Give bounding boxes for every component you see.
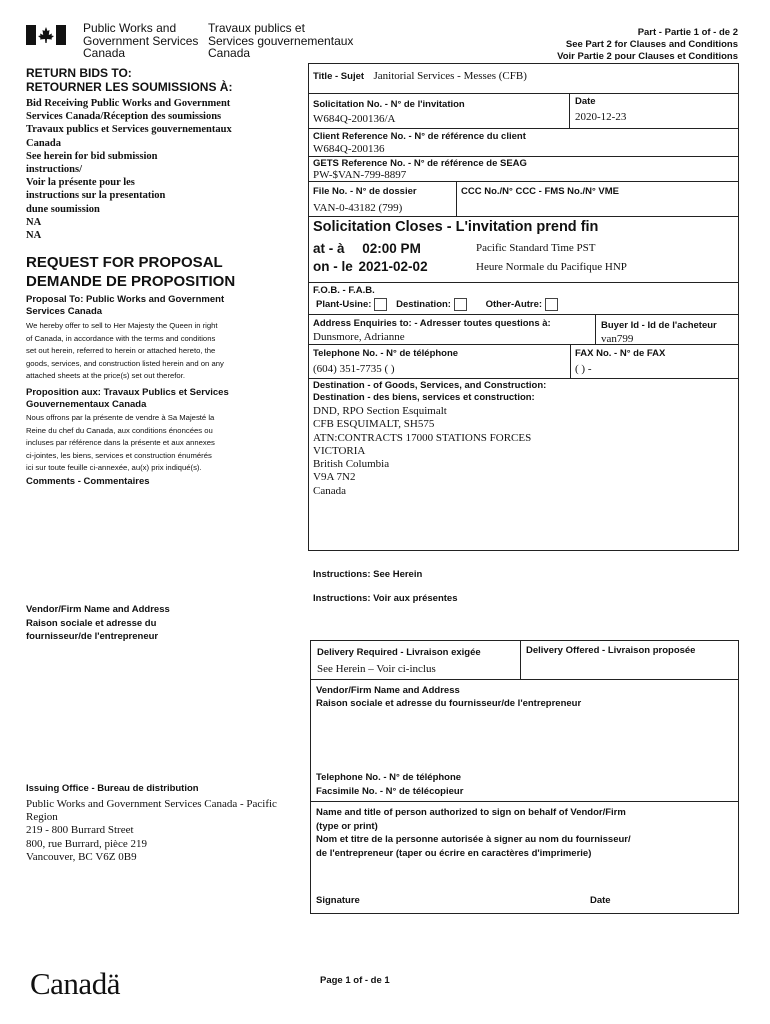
destination-address: DND, RPO Section Esquimalt CFB ESQUIMALT, SH575 ATN:CONTRACTS 17000 STATIONS FORCES VICTORIA British Columbia V9A 7N2 Canada (313, 405, 532, 497)
canada-wordmark: Canadä (30, 966, 120, 1001)
closes-at (313, 241, 421, 256)
page-number: Page 1 of - de 1 (320, 975, 390, 986)
destination-heading: Destination - of Goods, Services, and Construction: Destination - des biens, services et construction: (313, 380, 547, 403)
file-value: VAN-0-43182 (799) (313, 202, 403, 214)
on-label: on - le (313, 259, 353, 274)
instructions-en: Instructions: See Herein (313, 569, 423, 580)
fob-options (316, 298, 564, 311)
phone-label: Telephone No. - N° de téléphone (313, 348, 459, 359)
vendor-name-label-left: Vendor/Firm Name and Address Raison sociale et adresse du fournisseur/de l'entrepreneur (26, 604, 170, 642)
return-bids-heading: RETURN BIDS TO: RETOURNER LES SOUMISSIONS À: (26, 66, 233, 94)
timezone-en: Pacific Standard Time PST (476, 242, 596, 254)
other-checkbox[interactable] (545, 298, 558, 311)
buyer-id-label: Buyer Id - Id de l'acheteur (601, 320, 717, 331)
proposal-to: Proposal To: Public Works and Government Services Canada (26, 294, 225, 317)
instructions-fr: Instructions: Voir aux présentes (313, 593, 458, 604)
solicitation-value: W684Q-200136/A (313, 113, 396, 125)
date-label: Date (575, 96, 596, 107)
plant-checkbox[interactable] (374, 298, 387, 311)
gets-label: GETS Reference No. - N° de référence de SEAG (313, 158, 527, 169)
fob-label: F.O.B. - F.A.B. (313, 285, 375, 296)
address-enquiries-label: Address Enquiries to: - Adresser toutes questions à: (313, 318, 551, 329)
comments-label: Comments - Commentaires (26, 476, 150, 487)
telephone-fax-label: Telephone No. - N° de téléphone Facsimile No. - N° de télécopieur (316, 772, 464, 797)
ccc-label: CCC No./N° CCC - FMS No./N° VME (461, 186, 620, 197)
title-value: Janitorial Services - Messes (CFB) (373, 70, 527, 82)
phone-value: (604) 351-7735 ( ) (313, 363, 395, 375)
on-date: 2021-02-02 (358, 259, 428, 274)
rfp-title: REQUEST FOR PROPOSAL DEMANDE DE PROPOSITION (26, 254, 236, 290)
other-label: Other-Autre: (485, 299, 543, 311)
canada-flag-icon (26, 25, 66, 45)
gets-value: PW-$VAN-799-8897 (313, 169, 407, 181)
destination-checkbox[interactable] (454, 298, 467, 311)
at-label: at - à (313, 241, 345, 256)
return-address: Bid Receiving Public Works and Government Services Canada/Réception des soumissions Travaux publics et Services gouvernementaux Canada See herein for bid submission instructions/ Voir la présente pour les instructions sur la presentation dune soumission NA NA (26, 98, 232, 242)
title-label: Title - Sujet (313, 71, 365, 82)
delivery-offered-label: Delivery Offered - Livraison proposée (526, 645, 696, 656)
destination-label: Destination: (396, 299, 451, 311)
dept-name-en: Public Works and Government Services Canada (83, 21, 199, 60)
offer-text-fr: Nous offrons par la présente de vendre à Sa Majesté la Reine du chef du Canada, aux conditions énoncées ou incluses par référence dans la présente et aux annexes ci-jointes, les biens, services et construction énumérés ici sur toute feuille ci-annexée, au(x) prix indiqué(s). (26, 413, 215, 472)
vendor-name-label: Vendor/Firm Name and Address Raison sociale et adresse du fournisseur/de l'entrepreneur (316, 685, 582, 709)
at-time: 02:00 PM (362, 241, 421, 256)
date-value: 2020-12-23 (575, 111, 627, 123)
signature-date-label: Date (590, 895, 611, 906)
signature-label: Signature (316, 895, 360, 906)
client-ref-value: W684Q-200136 (313, 143, 385, 155)
part-info: Part - Partie 1 of - de 2 See Part 2 for Clauses and Conditions Voir Partie 2 pour Clauses et Conditions (557, 27, 738, 60)
dept-name-fr: Travaux publics et Services gouvernementaux Canada (208, 21, 354, 60)
delivery-required-value: See Herein – Voir ci-inclus (317, 663, 436, 675)
plant-label: Plant-Usine: (316, 299, 372, 311)
file-label: File No. - N° de dossier (313, 186, 417, 197)
fax-value: ( ) - (575, 363, 592, 375)
solicitation-label: Solicitation No. - N° de l'invitation (313, 99, 465, 110)
closes-title: Solicitation Closes - L'invitation prend fin (313, 219, 599, 235)
closes-on (313, 259, 428, 274)
proposition-aux: Proposition aux: Travaux Publics et Services Gouvernementaux Canada (26, 387, 229, 410)
delivery-required-label: Delivery Required - Livraison exigée (317, 647, 481, 658)
buyer-id-value: van799 (601, 333, 634, 344)
fax-label: FAX No. - N° de FAX (575, 348, 666, 359)
issuing-office-label: Issuing Office - Bureau de distribution (26, 783, 199, 794)
address-enquiries-value: Dunsmore, Adrianne (313, 331, 405, 343)
issuing-office-address: Public Works and Government Services Canada - Pacific Region 219 - 800 Burrard Street 800, rue Burrard, pièce 219 Vancouver, BC V6Z 0B9 (26, 798, 277, 863)
offer-text-en: We hereby offer to sell to Her Majesty the Queen in right of Canada, in accordance with the terms and conditions set out herein, referred to herein or attached hereto, the goods, services, and construction listed herein and on any attached sheets at the price(s) set out therefor. (26, 321, 224, 380)
title-field (313, 66, 527, 84)
authorized-person-label: Name and title of person authorized to sign on behalf of Vendor/Firm (type or print) Nom et titre de la personne autorisée à signer au nom du fournisseur/ de l'entrepreneur (taper ou écrire en caractères d'imprimerie) (316, 807, 631, 859)
timezone-fr: Heure Normale du Pacifique HNP (476, 261, 627, 273)
client-ref-label: Client Reference No. - N° de référence du client (313, 131, 526, 142)
